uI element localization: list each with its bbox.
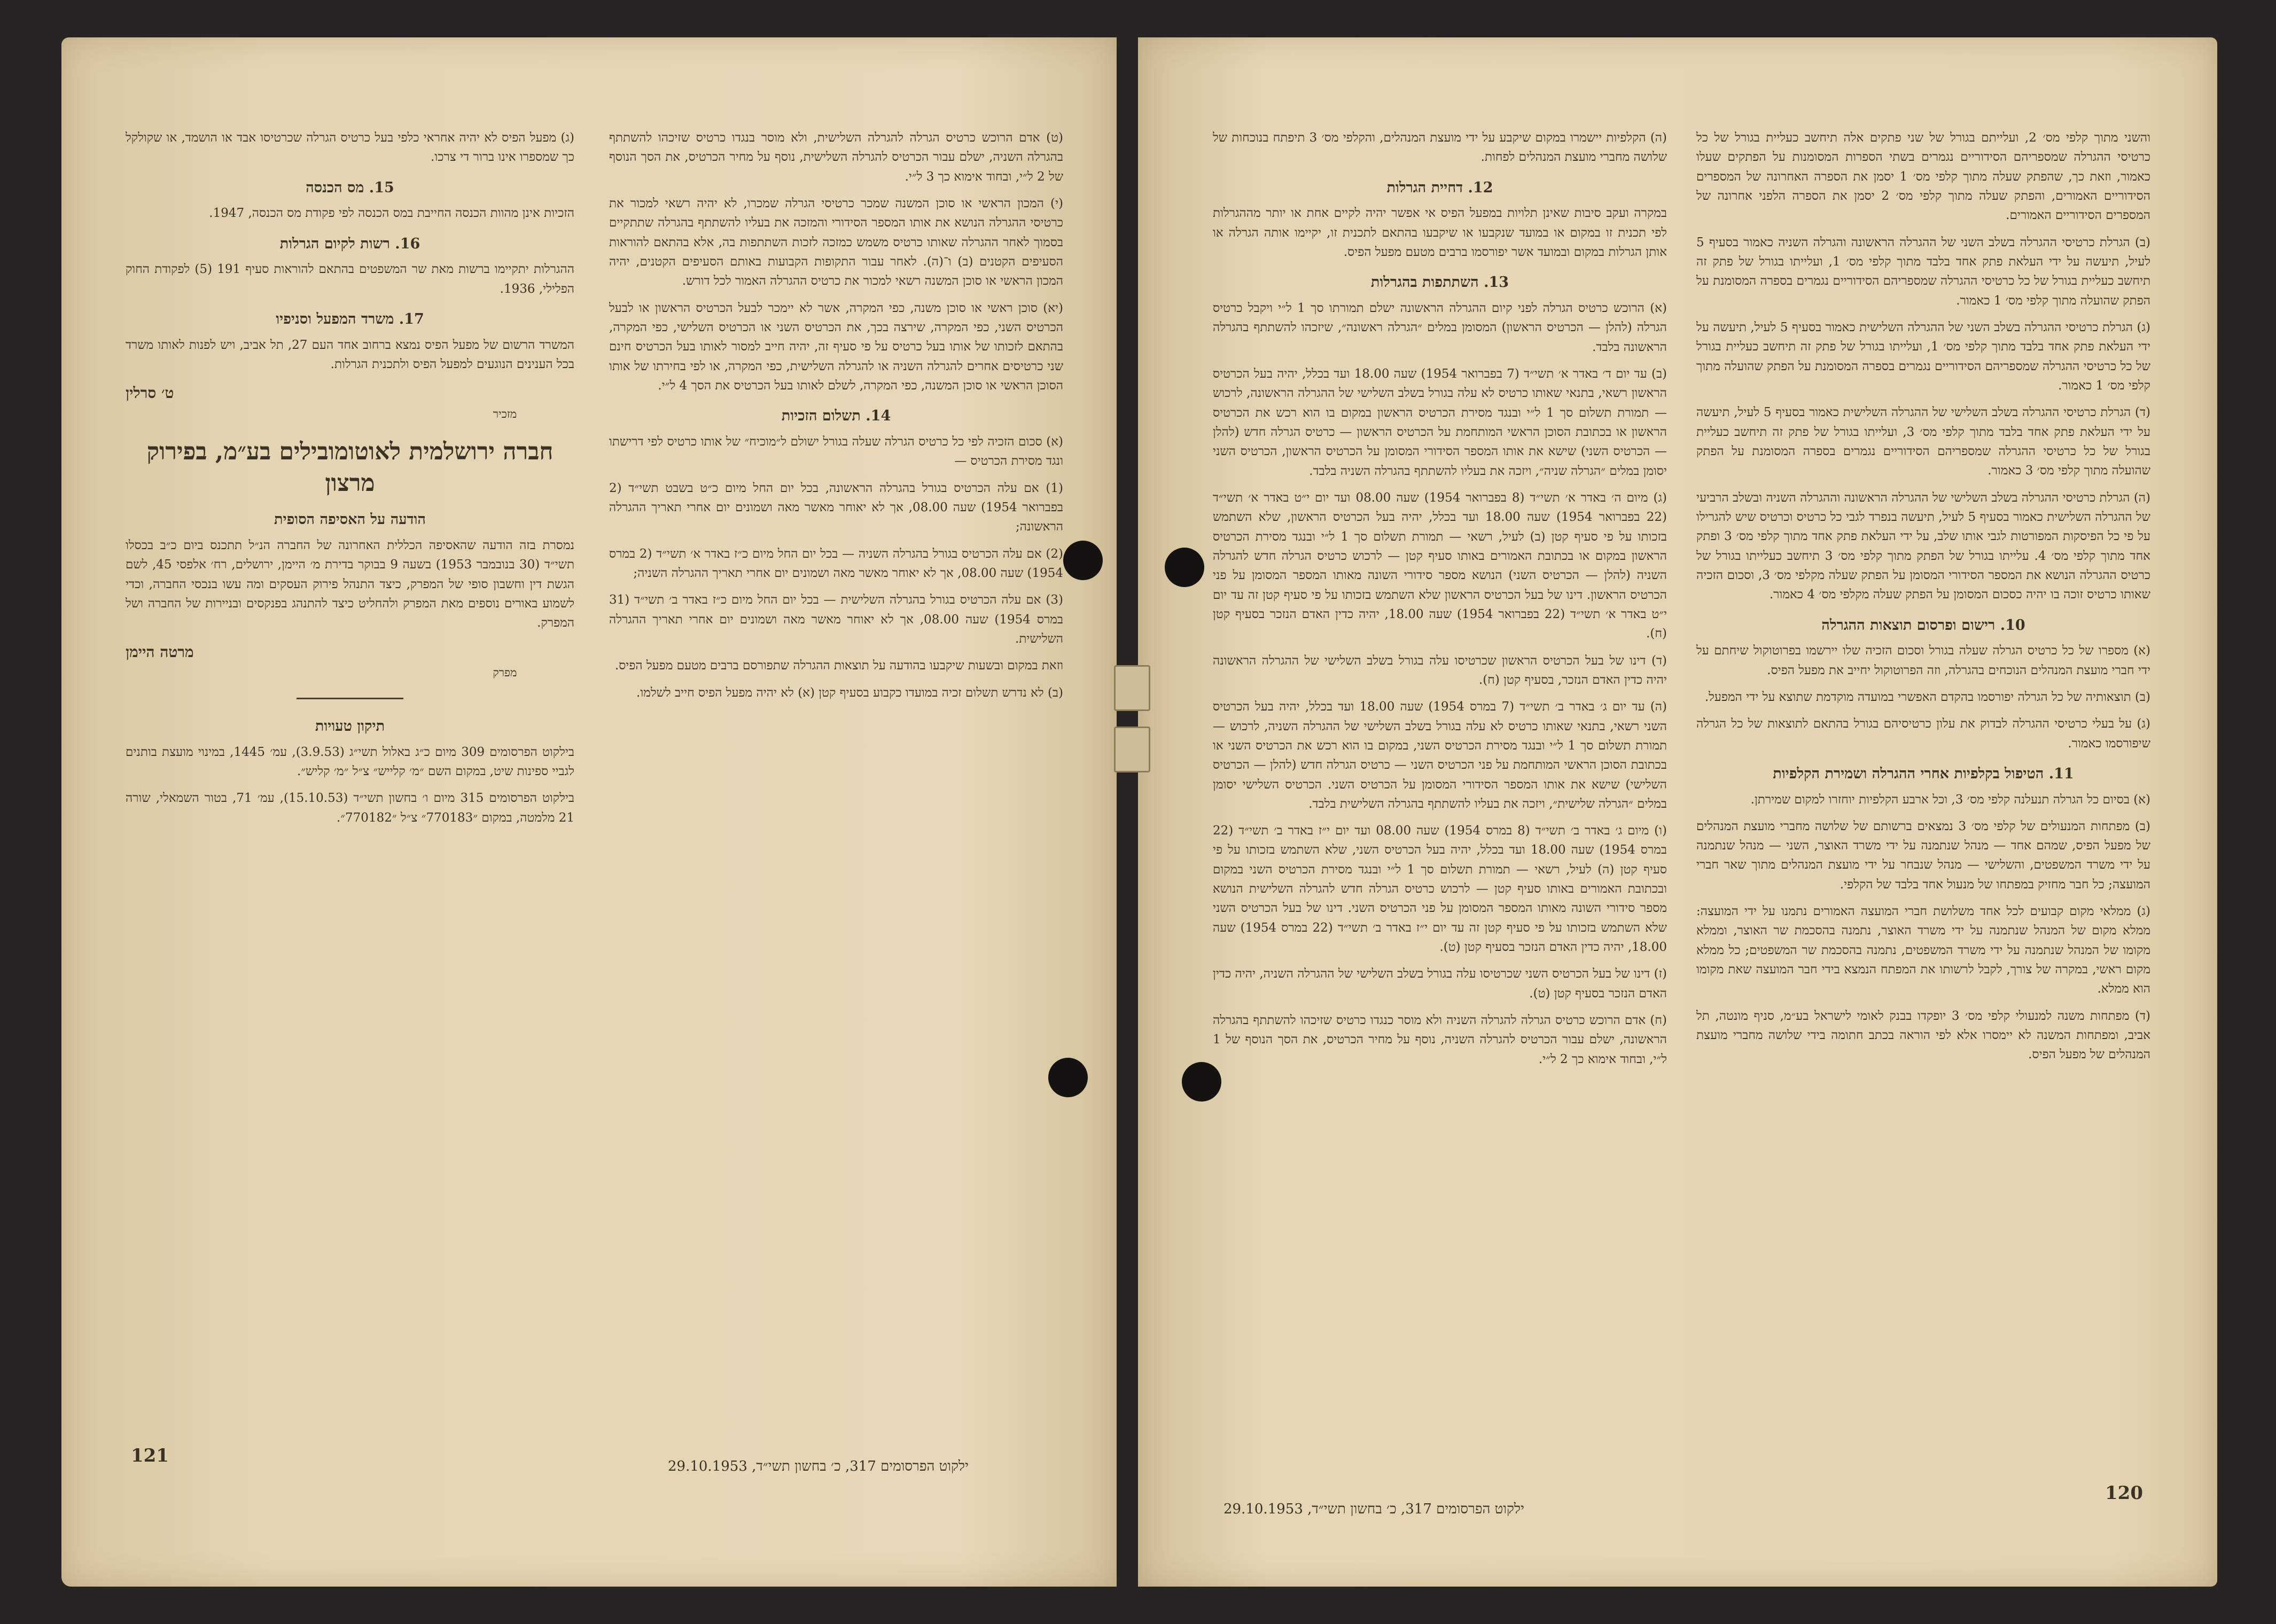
paragraph: (ג) הגרלת כרטיסי ההגרלה בשלב השני של ההגרלה השלישית כאמור בסעיף 5 לעיל, תיעשה על ידי העלאת פתק אחד בלבד מתוך קלפי מס׳ 1, ועלייתו בגורל של פתק זה תיחשב כעליית בגורל של כל כרטיסי ההגרלה שמספריהם הסידוריים נגמרים בספרה המסומנת על הפתק שהועלה מתוך קלפי מס׳ 1 כאמור. [1696, 320, 2150, 393]
paragraph: במקרה ועקב סיבות שאינן תלויות במפעל הפיס אי אפשר יהיה לקיים אחת או יותר מההגרלות לפי תכנית זו במקום או במועד שנקבעו או שיקבעו בהתאם לתכנית זו, יקיימו אותה הגרלה או אותן הגרלות במקום ובמועד אשר יפורסמו ברבים מטעם מפעל הפיס. [1213, 206, 1667, 259]
corrections-heading: תיקון טעויות [315, 718, 385, 735]
signatory-name: מרטה היימן [126, 643, 194, 661]
paragraph: (ד) מפתחות משנה למנעולי קלפי מס׳ 3 יופקדו בבנק לאומי לישראל בע״מ, סניף מונטה, תל אביב, ומפתחות המשנה לא יימסרו אלא לפי הוראה בכתב חתומה בידי שלושה מחברי מועצת המנהלים של מפעל הפיס. [1696, 1009, 2150, 1062]
left-page-column-outer [126, 128, 574, 988]
signatory-title: מזכיר [493, 407, 517, 420]
paragraph: וזאת במקום ובשעות שיקבעו בהודעה על תוצאות ההגרלה שתפורסם ברבים מטעם מפעל הפיס. [614, 659, 1063, 673]
section-heading: 15. מס הכנסה [306, 179, 394, 196]
paragraph: (2) אם עלה הכרטיס בגורל בהגרלה השניה — בכל יום החל מיום כ״ז באדר א׳ תשי״ד (2 במרס 1954) שעה 08.00, אך לא יאוחר מאשר מאה ושמונים יום אחרי תאריך ההגרלה השניה; [609, 546, 1063, 580]
paragraph: בילקוט הפרסומים 309 מיום כ״ג באלול תשי״ג (3.9.53), עמ׳ 1445, במינוי מועצת בותנים לגביי ספינות שיט, במקום השם ״מ׳ קלייש״ צ״ל ״מ׳ קליש״. [126, 745, 574, 779]
signature-block [126, 641, 542, 682]
binding-hole [1063, 541, 1103, 580]
paragraph: (א) מספרו של כל כרטיס הגרלה שעלה בגורל וסכום הזכיה שלו יירשמו בפרוטוקול שיחתם על ידי חברי מועצת המנהלים הנוכחים בהגרלה, וזה הפרוטוקול יחייב את מפעל הפיס. [1696, 644, 2150, 677]
section-heading: 10. רישום ופרסום תוצאות ההגרלה [1821, 616, 2025, 634]
section-heading: 17. משרד המפעל וסניפיו [276, 310, 424, 327]
page-number: 121 [131, 1445, 169, 1466]
company-title: חברה ירושלמית לאוטומובילים בע״מ, בפירוק מרצון [146, 438, 554, 497]
signatory-title: מפרק [493, 666, 517, 679]
paragraph: (ה) הגרלת כרטיסי ההגרלה בשלב השלישי של ההגרלה הראשונה וההגרלה השניה ובשלב הרביעי של ההגרלה השלישית כאמור בסעיף 5 לעיל, תיעשה בנפרד לגבי כל כרטיס וכרטיס שיש להגרילו על פי כל הפיסקות המפורטות לגבי אותו שלב, על ידי העלאת פתק אחד מתוך קלפי מס׳ 3 ופתק אחד מתוך קלפי מס׳ 4. עלייתו בגורל של הפתק מתוך קלפי מס׳ 3 תיחשב כעלייתו בגורל של כרטיס ההגרלה הנושא את המספר הסידורי המסומן על הפתק שעלה מקלפי מס׳ 3, וסכום הזכיה שאותו כרטיס זוכה בו יהיה כסכום המסומן על הפתק שעלה מקלפי מס׳ 4 כאמור. [1696, 490, 2150, 602]
signature-block [126, 381, 542, 423]
paragraph: (ב) לא נדרש תשלום זכיה במועדו כקבוע בסעיף קטן (א) לא יהיה מפעל הפיס חייב לשלמו. [636, 685, 1063, 700]
paragraph: (ב) עד יום ד׳ באדר א׳ תשי״ד (7 בפברואר 1954) שעה 18.00 ועד בכלל, יהיה בעל הכרטיס הראשון רשאי, בתנאי שאותו כרטיס לא עלה בגורל בשלב השלישי של ההגרלה הראשונה, לרכוש — תמורת תשלום סך 1 ל״י ובנגד מסירת הכרטיס הראשון במקום בו הוא רכש את הכרטיס הראשון או בכתובת הסוכן הראשי המותחמת על הכרטיס הראשון — כרטיס הגרלה חדש (להלן — הכרטיס השני) שישא את אותו המספר הסידורי המסומן על הכרטיס הראשון, הכרטיס השני יסומן במלים ״הגרלה שניה״, ויזכה את בעליו להשתתף בהגרלה השניה בלבד. [1213, 366, 1667, 478]
binding-hole [1165, 548, 1204, 587]
section-heading: 16. רשות לקיום הגרלות [279, 235, 420, 252]
paragraph: (י) המכון הראשי או סוכן המשנה שמכר כרטיסי הגרלה שמכרו, לא יהיה רשאי למכור את כרטיסי ההגרלה הנושא את אותו המספר הסידורי והמזכה את בעליו להשתתף בהגרלה שתתקיים בסמוך לאחר ההגרלה שאותו כרטיס משמש כמזכה לזכות השתתפות בה, אלא בהתאם להוראות הסעיפים הקטנים (ב) ו־(ה). לאחר עבור התקופות הקבועות באותם הסעיפים הקטנים, יהיה המכון הראשי או סוכן המשנה רשאי למכור את כרטיס ההגרלה האמור לכל דורש. [609, 196, 1063, 288]
section-heading: 13. השתתפות בהגרלות [1370, 274, 1509, 291]
notice-heading: הודעה על האסיפה הסופית [274, 511, 426, 528]
paragraph: המשרד הרשום של מפעל הפיס נמצא ברחוב אחד העם 27, תל אביב, ויש לפנות לאותו משרד בכל הענינים הנוגעים למפעל הפיס ולתכנית הגרלות. [126, 338, 574, 371]
paragraph: (ה) עד יום ג׳ באדר ב׳ תשי״ד (7 במרס 1954) שעה 18.00 ועד בכלל, יהיה בעל הכרטיס השני רשאי, בתנאי שאותו כרטיס לא עלה בגורל בשלב השלישי של ההגרלה השניה, לרכוש — תמורת תשלום סך 1 ל״י ובנגד מסירת הכרטיס השני, במקום בו הוא רכש את הכרטיס השני או בכתובת הסוכן הראשי המותחמת על פני הכרטיס השני — כרטיס הגרלה חדש (להלן — הכרטיס השלישי) שישא את אותו המספר הסידורי המסומן על הכרטיס השני. הכרטיס השלישי יסומן במלים ״הגרלה שלישית״, ויזכה את בעליו להשתתף בהגרלה השלישית בלבד. [1213, 700, 1667, 811]
section-heading: 11. הטיפול בקלפיות אחרי ההגרלה ושמירת הקלפיות [1773, 765, 2074, 782]
paragraph: (יא) סוכן ראשי או סוכן משנה, כפי המקרה, אשר לא יימכר לבעל הכרטיס הראשון או לבעל הכרטיס השני, כפי המקרה, שירצה בכך, את הכרטיס השני או הכרטיס השלישי, כפי המקרה, בהתאם לזכותו של אותו בעל כרטיס על פי סעיף זה, יהיה חייב למסור לאותו בעל הכרטיס חינם שני כרטיסים אחרים להגרלה השניה או להגרלה השלישית, כפי המקרה, או לפי בחירתו של אותו הסוכן הראשי או סוכן המשנה, כפי המקרה, לשלם לאותו בעל הכרטיס את הסך 4 ל״י. [609, 301, 1063, 393]
paragraph: (א) הרוכש כרטיס הגרלה לפני קיום ההגרלה הראשונה ישלם תמורתו סך 1 ל״י ויקבל כרטיס הגרלה (להלן — הכרטיס הראשון) המסומן במלים ״הגרלה ראשונה״, שיזכהו להשתתף בהגרלה הראשונה בלבד. [1213, 301, 1667, 354]
page-footer: ילקוט הפרסומים 317, כ׳ בחשון תשי״ד, 29.10.1953 [668, 1458, 969, 1474]
paragraph: (ג) על בעלי כרטיסי ההגרלה לבדוק את עלון כרטיסיהם בגורל בהתאם לתוצאות של כל הגרלה שיפורסמו כאמור. [1696, 717, 2150, 751]
signatory-name: ט׳ סרלין [126, 384, 174, 402]
paragraph: (ט) אדם הרוכש כרטיס הגרלה להגרלה השלישית, ולא מוסר בנגדו כרטיס שזיכהו להשתתף בהגרלה השניה, ישלם עבור הכרטיס להגרלה השלישית, נוסף על מחיר הכרטיס, את הסך הנוסף של 2 ל״י, ובחוד אימוא כך 3 ל״י. [609, 131, 1063, 184]
divider [297, 698, 403, 699]
paragraph: (ד) הגרלת כרטיסי ההגרלה בשלב השלישי של ההגרלה השלישית כאמור בסעיף 5 לעיל, תיעשה על ידי העלאת פתק אחד בלבד מתוך קלפי מס׳ 3, ועלייתו בגורל של פתק זה תיחשב כעליית בגורל של כל כרטיסי ההגרלה שמספריהם הסידוריים נגמרים בספרה המסומנת על הפתק שהועלה מתוך קלפי מס׳ 3 כאמור. [1696, 405, 2150, 478]
paragraph: (3) אם עלה הכרטיס בגורל בהגרלה השלישית — בכל יום החל מיום כ״ז באדר ב׳ תשי״ד (31 במרס 1954) שעה 08.00, אך לא יאוחר מאשר מאה ושמונים יום אחרי תאריך ההגרלה השלישית. [609, 593, 1063, 646]
paragraph: (ב) תוצאותיה של כל הגרלה יפורסמו בהקדם האפשרי במועדה מוקדמת שתוצא על ידי המפעל. [1704, 690, 2150, 704]
paragraph: (ג) ממלאי מקום קבועים לכל אחד משלושת חברי המועצה האמורים נתמנו על ידי המועצה: ממלא מקום של המנהל שנתמנה על ידי משרד האוצר, נתמנה בהסכמת שר האוצר, וממלא מקומו של המנהל שנתמנה על ידי משרד המשפטים, נתמנה בהסכמת שר המשפטים; כל ממלא מקום ראשי, במקרה של צורך, לקבל לרשותו את המפתח הנמצא בידי חבר המועצה שאת מקומו הוא ממלא. [1696, 904, 2150, 996]
paragraph: (ו) מיום ג׳ באדר ב׳ תשי״ד (8 במרס 1954) שעה 08.00 ועד יום י״ז באדר ב׳ תשי״ד (22 במרס 1954) שעה 18.00 ועד בכלל, יהיה בעל הכרטיס השני, שלא השתמש בזכותו על פי סעיף קטן (ה) לעיל, רשאי — תמורת תשלום סך 1 ל״י ובנגד מסירת הכרטיס השני במקום ובכתובת האמורים באותו סעיף קטן — לרכוש כרטיס הגרלה חדש להגרלה השלישית הנושא מספר סידורי השונה מאותו המספר המסומן על פני הכרטיס השני. דינו של בעל הכרטיס השני שלא השתמש בזכותו על פי סעיף קטן זה עד יום י״ז באדר ב׳ תשי״ד (22 במרס 1954) שעה 18.00, יהיה כדין האדם הנזכר בסעיף קטן (ט). [1213, 824, 1667, 955]
paragraph: והשני מתוך קלפי מס׳ 2, ועלייתם בגורל של שני פתקים אלה תיחשב כעליית בגורל של כל כרטיסי ההגרלה שמספריהם הסידוריים נגמרים בשתי הספרות המסומנות על הפתקים שעלו כאמור, וזאת כך, שהפתק שעלה מתוך קלפי מס׳ 1 יסמן את הספרה האחרונה של המספרים הסידוריים האמורים, והפתק שעלה מתוך קלפי מס׳ 2 יסמן את הספרה הלפני אחרונה של המספרים הסידוריים האמורים. [1696, 131, 2150, 223]
paragraph: הזכיות אינן מהוות הכנסה החייבת במס הכנסה לפי פקודת מס הכנסה, 1947. [209, 206, 574, 221]
paragraph: בילקוט הפרסומים 315 מיום ו׳ בחשון תשי״ד (15.10.53), עמ׳ 71, בטור השמאלי, שורה 21 מלמטה, במקום ״770183״ צ״ל ״770182״. [126, 791, 574, 825]
paragraph: ההגרלות יתקיימו ברשות מאת שר המשפטים בהתאם להוראות סעיף 191 (5) לפקודת החוק הפלילי, 1936. [126, 262, 574, 296]
paragraph: (ח) אדם הרוכש כרטיס הגרלה להגרלה השניה ולא מוסר כנגדו כרטיס שזיכהו להשתתף בהגרלה הראשונה, ישלם עבור הכרטיס להגרלה השניה, נוסף על מחיר הכרטיס, את הסך הנוסף של 1 ל״י, ובחוד אימוא כך 2 ל״י. [1213, 1013, 1667, 1066]
section-heading: 12. דחיית הגרלות [1386, 179, 1493, 196]
page-number: 120 [2105, 1482, 2143, 1504]
paragraph: (א) סכום הזכיה לפי כל כרטיס הגרלה שעלה בגורל ישולם ל״מוכיח״ של אותו כרטיס לפי דרישתו ונגד מסירת הכרטיס — [609, 434, 1063, 469]
section-heading: 14. תשלום הזכיות [781, 408, 891, 425]
paragraph: (א) בסיום כל הגרלה תנעלנה קלפי מס׳ 3, וכל ארבע הקלפיות יוחזרו למקום שמירתן. [1750, 792, 2150, 807]
right-page-column-outer [1696, 128, 2150, 1442]
paragraph: (ג) מיום ה׳ באדר א׳ תשי״ד (8 בפברואר 1954) שעה 08.00 ועד יום י״ט באדר א׳ תשי״ד (22 בפברואר 1954) שעה 18.00 ועד בכלל, יהיה בעל הכרטיס הראשון, שלא השתמש בזכותו על פי סעיף קטן (ב) לעיל, רשאי — תמורת תשלום סך 1 ל״י ובנגד מסירת הכרטיס הראשון במקום או בכתובת האמורים באותו סעיף קטן — לרכוש כרטיס הגרלה חדש להגרלה השניה (להלן — הכרטיס השני) הנושא מספר סידורי השונה מאותו המספר המסומן על פני הכרטיס הראשון. דינו של בעל הכרטיס הראשון שלא השתמש בזכותו על פי סעיף קטן זה עד יום י״ט באדר א׳ תשי״ד (22 בפברואר 1954) שעה 18.00, יהיה כדין האדם הנזכר בסעיף קטן (ח). [1213, 490, 1667, 641]
left-page-column-inner [609, 128, 1063, 999]
paragraph: (ב) הגרלת כרטיסי ההגרלה בשלב השני של ההגרלה הראשונה והגרלה השניה כאמור בסעיף 5 לעיל, תיעשה על ידי העלאת פתק אחד בלבד מתוך קלפי מס׳ 1, ועלייתו בגורל של פתק זה תיחשב כעליית בגורל של כל כרטיסי ההגרלה שמספריהם הסידוריים נגמרים בספרה המסומנת על הפתק שהועלה מתוך קלפי מס׳ 1 כאמור. [1696, 235, 2150, 308]
staple [1114, 727, 1150, 772]
paragraph: (ב) מפתחות המנעולים של קלפי מס׳ 3 נמצאים ברשותם של שלושה מחברי מועצת המנהלים של מפעל הפיס, שמהם אחד — מנהל שנתמנה על ידי משרד האוצר, השני — מנהל שנתמנה על ידי משרד המשפטים, והשלישי — מנהל שנבחר על ידי מועצת המנהלים מתוך שאר חברי המועצה; כל חבר מחזיק במפתחו של מנעול אחד בלבד של הקלפי. [1696, 819, 2150, 892]
notice-body: נמסרת בזה הודעה שהאסיפה הכללית האחרונה של החברה הנ״ל תתכנס ביום כ״ב בכסלו תשי״ד (30 בנובמבר 1953) בשעה 9 בבוקר בדירת מ׳ היימן, ירושלים, רח׳ אלפסי 45, לשם הגשת דין וחשבון סופי של המפרק, כיצד התנהל פירוק העסקים ומה עשו בנכסי החברה, וכדי לשמוע באורים נוספים מאת המפרק ולהחליט כיצד להתנהג בפנקסים ובניירות של החברה ושל המפרק. [126, 538, 574, 630]
paragraph: (ג) מפעל הפיס לא יהיה אחראי כלפי בעל כרטיס הגרלה שכרטיסו אבד או הושמד, או שקולקל כך שמספרו אינו ברור די צרכו. [126, 131, 574, 165]
paragraph: (1) אם עלה הכרטיס בגורל בהגרלה הראשונה, בכל יום החל מיום כ״ט בשבט תשי״ד (2 בפברואר 1954) שעה 08.00, אך לא יאוחר מאשר מאה ושמונים יום אחרי תאריך ההגרלה הראשונה; [609, 481, 1063, 534]
paragraph: (ז) דינו של בעל הכרטיס השני שכרטיסו עלה בגורל בשלב השלישי של ההגרלה השניה, יהיה כדין האדם הנזכר בסעיף קטן (ט). [1213, 967, 1667, 1001]
staple [1114, 665, 1150, 711]
page-footer: ילקוט הפרסומים 317, כ׳ בחשון תשי״ד, 29.10.1953 [1223, 1501, 1524, 1517]
binding-hole [1048, 1058, 1088, 1097]
paragraph: (ד) דינו של בעל הכרטיס הראשון שכרטיסו עלה בגורל בשלב השלישי של ההגרלה הראשונה יהיה כדין האדם הנזכר, בסעיף קטן (ח). [1213, 653, 1667, 687]
paragraph: (ה) הקלפיות יישמרו במקום שיקבע על ידי מועצת המנהלים, והקלפי מס׳ 3 תיפתח בנוכחות של שלושה מחברי מועצת המנהלים לפחות. [1213, 131, 1667, 165]
right-page-column-inner [1213, 128, 1667, 1442]
